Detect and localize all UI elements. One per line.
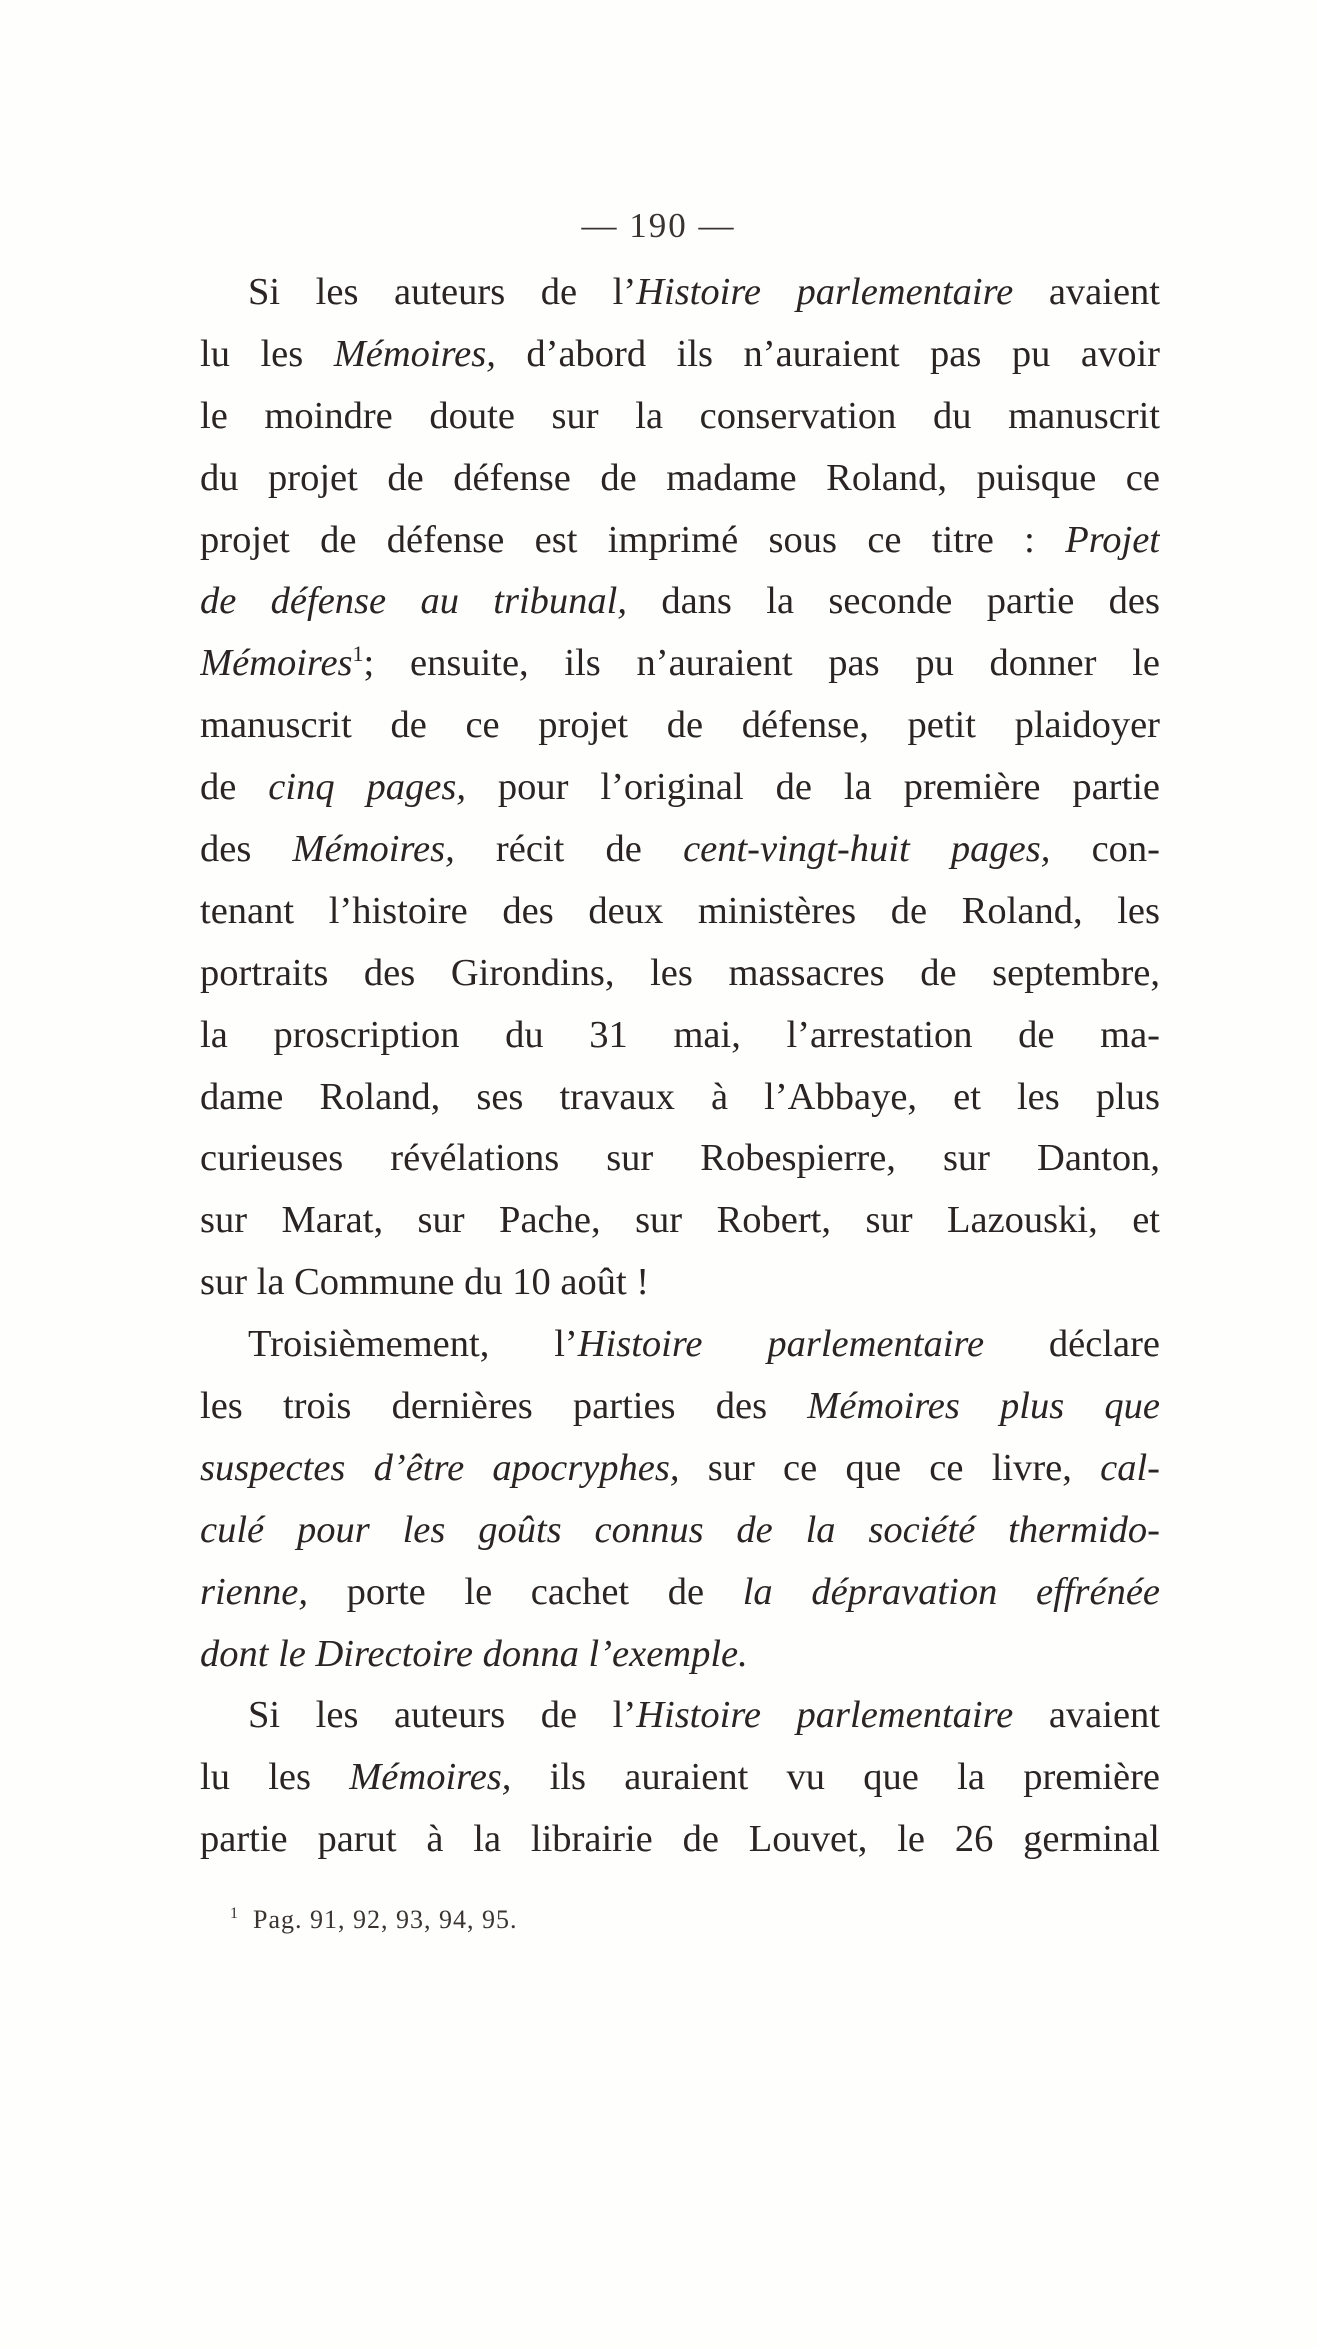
text-segment: dans la seconde partie des bbox=[627, 580, 1160, 623]
text-segment: ils auraient vu que la première bbox=[511, 1756, 1160, 1799]
text-segment: la proscription du 31 mai, l’arrestation de ma- bbox=[200, 1013, 1160, 1056]
text-segment: portraits des Girondins, les massacres de septembre, bbox=[200, 951, 1160, 994]
body-text bbox=[200, 262, 1160, 1871]
text-line bbox=[200, 1252, 1160, 1314]
text-segment: lu les bbox=[200, 1756, 350, 1799]
text-line bbox=[200, 1438, 1160, 1500]
text-segment: de bbox=[200, 766, 269, 809]
text-line bbox=[200, 262, 1160, 324]
text-line bbox=[200, 757, 1160, 819]
text-segment: curieuses révélations sur Robespierre, sur Danton, bbox=[200, 1137, 1160, 1180]
text-line bbox=[200, 1005, 1160, 1067]
text-segment: Troisièmement, l’ bbox=[248, 1323, 578, 1366]
text-segment: dame Roland, ses travaux à l’Abbaye, et les plus bbox=[200, 1075, 1160, 1118]
text-line bbox=[200, 1685, 1160, 1747]
text-segment: d’abord ils n’auraient pas pu avoir bbox=[495, 332, 1160, 375]
text-segment: sur Marat, sur Pache, sur Robert, sur Lazouski, et bbox=[200, 1199, 1160, 1242]
text-segment: partie parut à la librairie de Louvet, le 26 germinal bbox=[200, 1818, 1160, 1861]
text-line bbox=[200, 510, 1160, 572]
italic-text: Mémoires, bbox=[292, 828, 455, 871]
italic-text: cinq pages, bbox=[268, 766, 466, 809]
text-segment: con- bbox=[1050, 828, 1160, 871]
text-line bbox=[200, 324, 1160, 386]
italic-text: dont le Directoire donna l’exemple. bbox=[200, 1632, 748, 1675]
text-segment: manuscrit de ce projet de défense, petit plaidoyer bbox=[200, 704, 1160, 747]
text-line bbox=[200, 819, 1160, 881]
text-segment: projet de défense est imprimé sous ce titre : bbox=[200, 518, 1066, 561]
text-segment: sur la Commune du 10 août ! bbox=[200, 1261, 650, 1304]
text-segment: Si les auteurs de l’ bbox=[248, 1694, 637, 1737]
text-line bbox=[200, 448, 1160, 510]
italic-text: de défense au tribunal, bbox=[200, 580, 627, 623]
text-segment: des bbox=[200, 828, 293, 871]
italic-text: cal- bbox=[1100, 1446, 1160, 1489]
italic-text: cent-vingt-huit pages, bbox=[683, 828, 1051, 871]
text-line bbox=[200, 386, 1160, 448]
text-segment: tenant l’histoire des deux ministères de Roland, les bbox=[200, 889, 1160, 932]
text-line bbox=[200, 1500, 1160, 1562]
text-line bbox=[200, 571, 1160, 633]
text-segment: Si les auteurs de l’ bbox=[248, 271, 637, 313]
italic-text: Histoire parlementaire bbox=[577, 1323, 985, 1366]
text-line bbox=[200, 1809, 1160, 1871]
text-line bbox=[200, 1624, 1160, 1686]
text-segment: sur ce que ce livre, bbox=[679, 1446, 1101, 1489]
text-line bbox=[200, 1376, 1160, 1438]
text-line bbox=[200, 1314, 1160, 1376]
italic-text: Mémoires, bbox=[349, 1756, 512, 1799]
italic-text: Projet bbox=[1065, 518, 1160, 561]
text-segment: déclare bbox=[984, 1323, 1160, 1366]
italic-text: Mémoires plus que bbox=[807, 1385, 1160, 1428]
text-segment: récit de bbox=[454, 828, 684, 871]
text-line bbox=[200, 1562, 1160, 1624]
text-line bbox=[200, 1067, 1160, 1129]
italic-text: la dépravation effrénée bbox=[742, 1570, 1160, 1613]
italic-text: Histoire parlementaire bbox=[636, 271, 1014, 313]
text-segment: le moindre doute sur la conservation du manuscrit bbox=[200, 394, 1160, 437]
text-segment: du projet de défense de madame Roland, puisque ce bbox=[200, 456, 1160, 499]
text-line bbox=[200, 695, 1160, 757]
italic-text: rienne, bbox=[200, 1570, 308, 1613]
text-line bbox=[200, 1747, 1160, 1809]
text-line bbox=[200, 1128, 1160, 1190]
text-segment: ; ensuite, ils n’auraient pas pu donner le bbox=[363, 642, 1160, 685]
footnote-marker: 1 bbox=[230, 1905, 239, 1923]
footnote-text: Pag. 91, 92, 93, 94, 95. bbox=[253, 1905, 518, 1934]
text-segment: pour l’original de la première partie bbox=[465, 766, 1160, 809]
text-segment: porte le cachet de bbox=[307, 1570, 743, 1613]
footnote bbox=[230, 1905, 518, 1935]
italic-text: Histoire parlementaire bbox=[636, 1694, 1014, 1737]
italic-text: culé pour les goûts connus de la société thermido- bbox=[200, 1508, 1160, 1551]
footnote-reference: 1 bbox=[352, 641, 364, 667]
italic-text: suspectes d’être apocryphes, bbox=[200, 1446, 680, 1489]
italic-text: Mémoires bbox=[200, 642, 353, 685]
page-number: — 190 — bbox=[581, 206, 736, 245]
text-segment: avaient bbox=[1013, 1694, 1160, 1737]
text-segment: les trois dernières parties des bbox=[200, 1385, 808, 1428]
text-line bbox=[200, 633, 1160, 695]
text-segment: lu les bbox=[200, 332, 334, 375]
text-segment: avaient bbox=[1013, 271, 1160, 313]
text-line bbox=[200, 943, 1160, 1005]
text-line bbox=[200, 1190, 1160, 1252]
text-line bbox=[200, 881, 1160, 943]
italic-text: Mémoires, bbox=[333, 332, 496, 375]
